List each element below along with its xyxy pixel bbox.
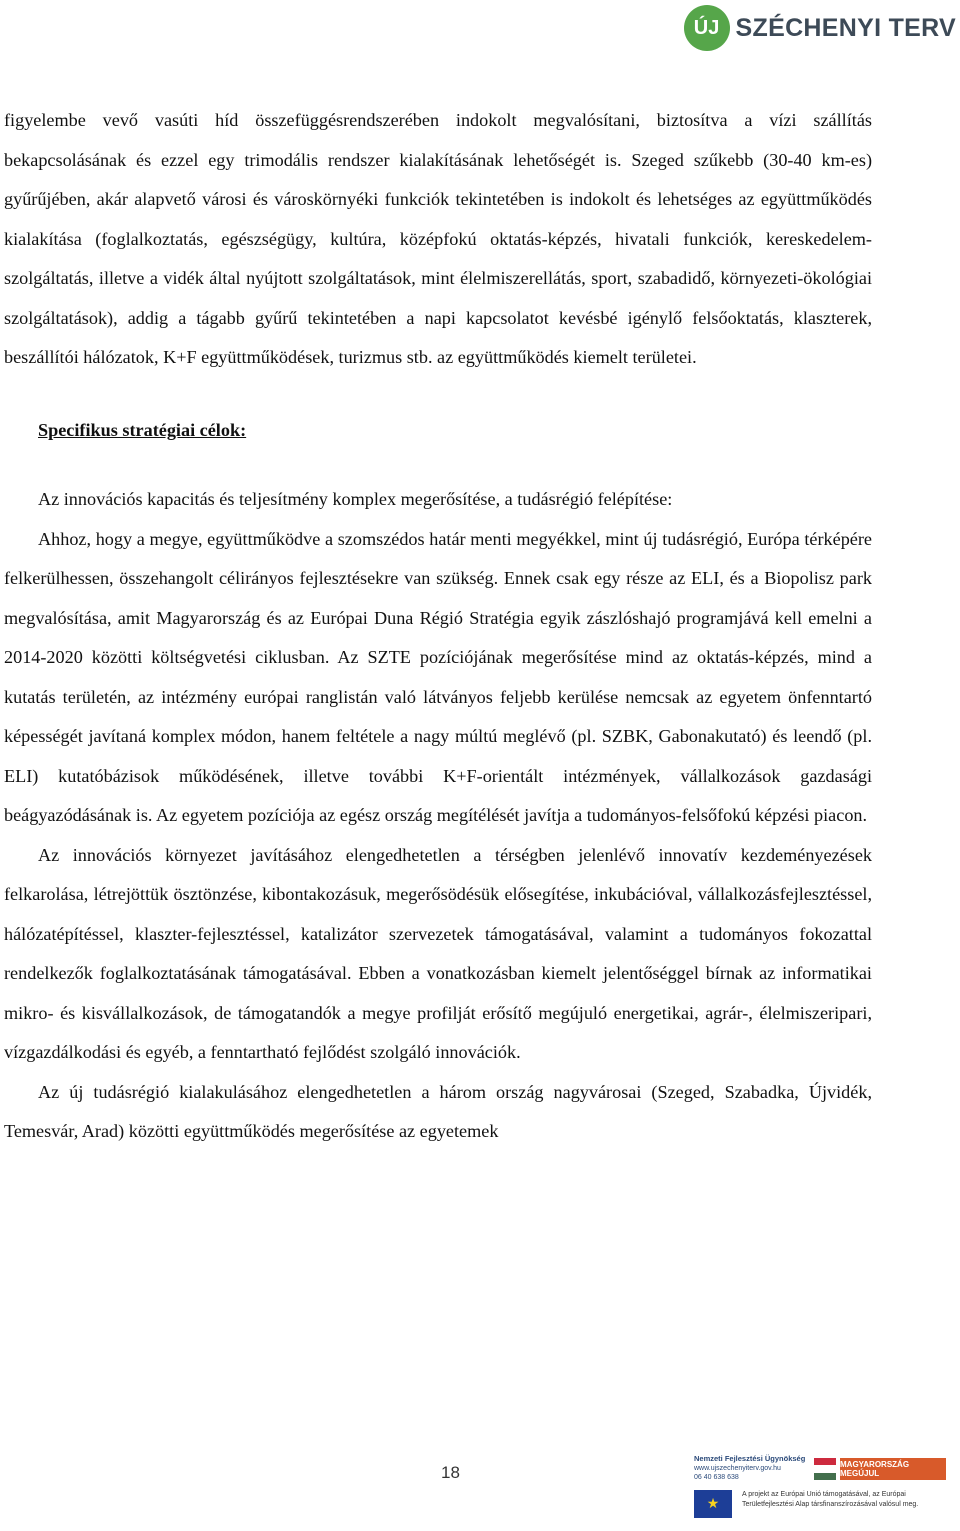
page-number: 18: [441, 1463, 460, 1482]
szechenyi-terv-logo: [684, 2, 956, 54]
paragraph-1: figyelembe vevő vasúti híd összefüggésrendszerében indokolt megvalósítani, biztosítva a vízi szállítás bekapcsolásának és ezzel egy trimodális rendszer kialakításának lehetőségét is. Szeged szűkebb (30-40 km-es) gyűrűjében, akár alapvető városi és városkörnyéki funkciók tekintetében is indokolt és lehetséges az együttműködés kialakítása (foglalkoztatás, egészségügy, kultúra, középfokú oktatás-képzés, hivatali funkciók, kereskedelem-szolgáltatás, illetve a vidék által nyújtott szolgáltatások, mint élelmiszerellátás, sport, szabadidő, környezeti-ökológiai szolgáltatások), addig a tágabb gyűrű tekintetében a napi kapcsolatot kevésbé igénylő felsőoktatás, klaszterek, beszállítói hálózatok, K+F együttműködések, turizmus stb. az együttműködés kiemelt területei.: [4, 110, 872, 367]
paragraph-3: Ahhoz, hogy a megye, együttműködve a szomszédos határ menti megyékkel, mint új tudásrégió, Európa térképére felkerülhessen, összehangolt célirányos fejlesztésekre van szükség. Ennek csak egy része az ELI, és a Biopolisz park megvalósítása, amit Magyarország és az Európai Duna Régió Stratégia egyik zászlóshajó programjává kell emelni a 2014-2020 közötti költségvetési ciklusban. Az SZTE pozíciójának megerősítése mind az oktatás-képzés, mind a kutatás területén, az intézmény európai ranglistán való látványos feljebb kerülése nemcsak az egyetem önfenntartó képességét javítaná komplex módon, hanem feltétele a nagy múltú meglévő (pl. SZBK, Gabonakutató) és leendő (pl. ELI) kutatóbázisok működésének, illetve további K+F-orientált intézmények, vállalkozások gazdasági beágyazódásának is. Az egyetem pozíciója az egész ország megítélését javítja a tudományos-felsőfokú képzési piacon.: [4, 528, 872, 825]
paragraph-2: Az innovációs kapacitás és teljesítmény komplex megerősítése, a tudásrégió felépítése:: [38, 489, 673, 509]
paragraph-5: Az új tudásrégió kialakulásához elengedhetetlen a három ország nagyvárosai (Szeged, Szabadka, Újvidék, Temesvár, Arad) közötti együttműködés megerősítése az egyetemek: [4, 1081, 872, 1141]
document-body: [4, 101, 872, 1152]
hungarian-flag-icon: [814, 1458, 836, 1480]
footer-logos: [680, 1452, 956, 1530]
magyarorszag-megujul-banner: MAGYARORSZÁG MEGÚJUL: [840, 1458, 946, 1480]
agency-info: [694, 1454, 805, 1482]
uj-logo-mark: ÚJ: [684, 5, 730, 51]
eu-flag-icon: ★: [694, 1490, 732, 1518]
logo-text: SZÉCHENYI TERV: [735, 13, 956, 42]
section-heading: Specifikus stratégiai célok:: [38, 419, 247, 440]
agency-name: Nemzeti Fejlesztési Ügynökség: [694, 1454, 806, 1463]
agency-phone: 06 40 638 638: [694, 1474, 739, 1481]
paragraph-4: Az innovációs környezet javításához elengedhetetlen a térségben jelenlévő innovatív kezdeményezések felkarolása, létrejöttük ösztönzése, kibontakozásuk, megerősödésük elősegítése, inkubációval, vállalkozásfejlesztéssel, hálózatépítéssel, klaszter-fejlesztéssel, katalizátor szervezetek támogatásával, valamint a tudományos fokozattal rendelkezők foglalkoztatásának támogatásával. Ebben a vonatkozásban kiemelt jelentőséggel bírnak az informatikai mikro- és kisvállalkozások, de támogatandók a megye profilját erősítő megújuló energetikai, agrár-, élelmiszeripari, vízgazdálkodási és egyéb, a fenntartható fejlődést szolgáló innovációk.: [4, 844, 872, 1062]
eu-support-text: A projekt az Európai Unió támogatásával, az Európai Területfejlesztési Alap társfinanszírozásával valósul meg.: [742, 1491, 919, 1508]
agency-web: www.ujszechenyiterv.gov.hu: [694, 1465, 781, 1472]
